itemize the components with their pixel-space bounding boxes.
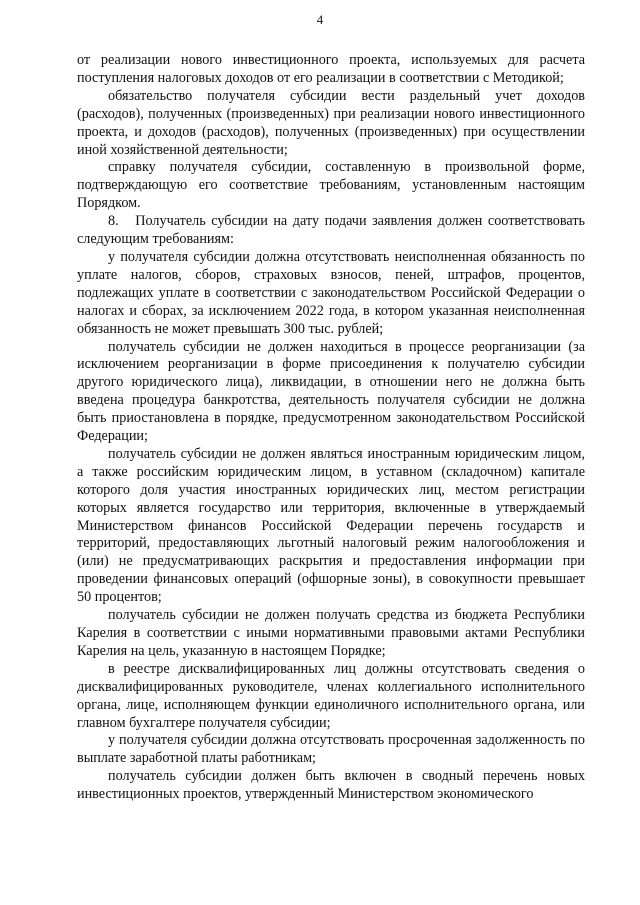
paragraph-8: получатель субсидии не должен получать средства из бюджета Республики Карелия в соответствии с иными нормативными правовыми актами Республики Карелия на цель, указанную в настоящем Порядке; bbox=[77, 607, 585, 659]
paragraph-2: обязательство получателя субсидии вести раздельный учет доходов (расходов), полученных (произведенных) при реализации нового инвестиционного проекта, и доходов (расходов), полученных (произведенных) при осуществлении иной хозяйственной деятельности; bbox=[77, 87, 585, 158]
paragraph-5: у получателя субсидии должна отсутствовать неисполненная обязанность по уплате налогов, сборов, страховых взносов, пеней, штрафов, процентов, подлежащих уплате в соответствии с законодательством Российской Федерации о налогах и сборах, за исключением 2022 года, в котором указанная неисполненная обязанность не может превышать 300 тыс. рублей; bbox=[77, 248, 585, 337]
document-body bbox=[77, 52, 585, 804]
paragraph-1: от реализации нового инвестиционного проекта, используемых для расчета поступления налоговых доходов от его реализации в соответствии с Методикой; bbox=[77, 52, 585, 86]
paragraph-10: у получателя субсидии должна отсутствовать просроченная задолженность по выплате заработной платы работникам; bbox=[77, 732, 585, 767]
paragraph-11: получатель субсидии должен быть включен в сводный перечень новых инвестиционных проектов, утвержденный Министерством экономического bbox=[77, 768, 585, 803]
paragraph-4-item-8: 8. Получатель субсидии на дату подачи заявления должен соответствовать следующим требованиям: bbox=[77, 213, 585, 248]
paragraph-7: получатель субсидии не должен являться иностранным юридическим лицом, а также российским юридическим лицом, в уставном (складочном) капитале которого доля участия иностранных юридических лиц, местом регистрации которых является государство или территория, включенные в утверждаемый Министерством финансов Российской Федерации перечень государств и территорий, предоставляющих льготный налоговый режим налогообложения и (или) не предусматривающих раскрытия и предоставления информации при проведении финансовых операций (офшорные зоны), в совокупности превышает 50 процентов; bbox=[77, 445, 585, 606]
paragraph-6: получатель субсидии не должен находиться в процессе реорганизации (за исключением реорганизации в форме присоединения к получателю субсидии другого юридического лица), ликвидации, в отношении него не должна быть введена процедура банкротства, деятельность получателя субсидии не должна быть приостановлена в порядке, предусмотренном законодательством Российской Федерации; bbox=[77, 338, 585, 445]
paragraph-9: в реестре дисквалифицированных лиц должны отсутствовать сведения о дисквалифицированных руководителе, членах коллегиального исполнительного органа, лице, исполняющем функции единоличного исполнительного органа, или главном бухгалтере получателя субсидии; bbox=[77, 660, 585, 731]
page-number: 4 bbox=[316, 12, 324, 27]
paragraph-3: справку получателя субсидии, составленную в произвольной форме, подтверждающую его соответствие требованиям, установленным настоящим Порядком. bbox=[77, 159, 585, 212]
